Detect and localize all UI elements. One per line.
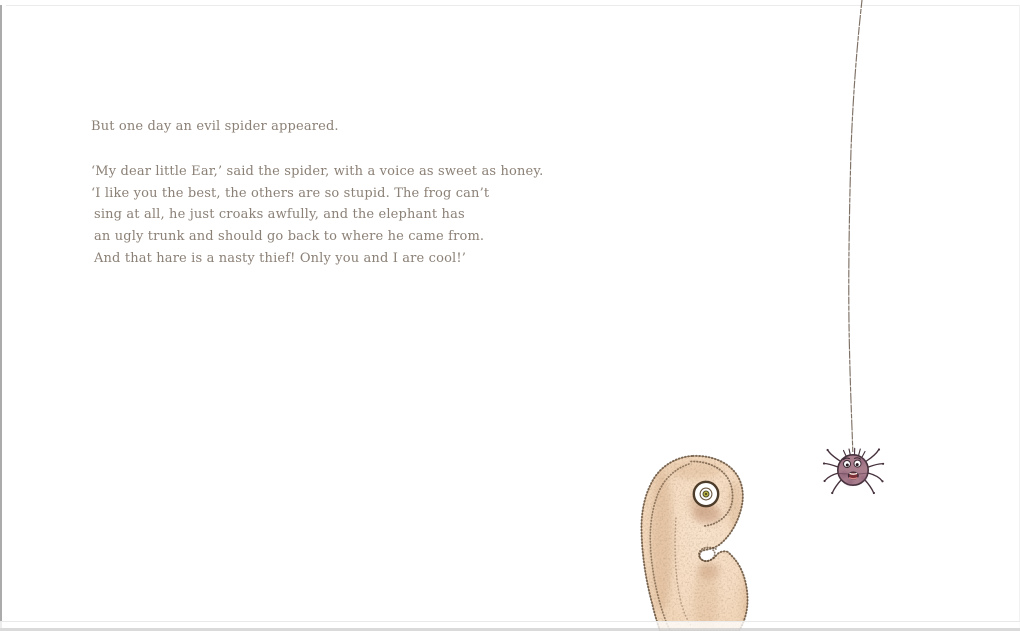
story-line: ‘I like you the best, the others are so stupid. The frog can’t [91, 185, 490, 201]
spider-mouth [848, 472, 858, 479]
spider-thread-line [849, 0, 862, 452]
spider-character [823, 448, 884, 494]
story-line: And that hare is a nasty thief! Only you and I are cool!’ [94, 250, 467, 266]
ear-character [641, 456, 754, 631]
story-line: ‘My dear little Ear,’ said the spider, with a voice as sweet as honey. [91, 163, 544, 179]
ear-eye [694, 482, 718, 506]
story-line: But one day an evil spider appeared. [91, 119, 339, 134]
story-line: an ugly trunk and should go back to where he came from. [94, 229, 485, 245]
story-line: sing at all, he just croaks awfully, and the elephant has [94, 207, 465, 223]
